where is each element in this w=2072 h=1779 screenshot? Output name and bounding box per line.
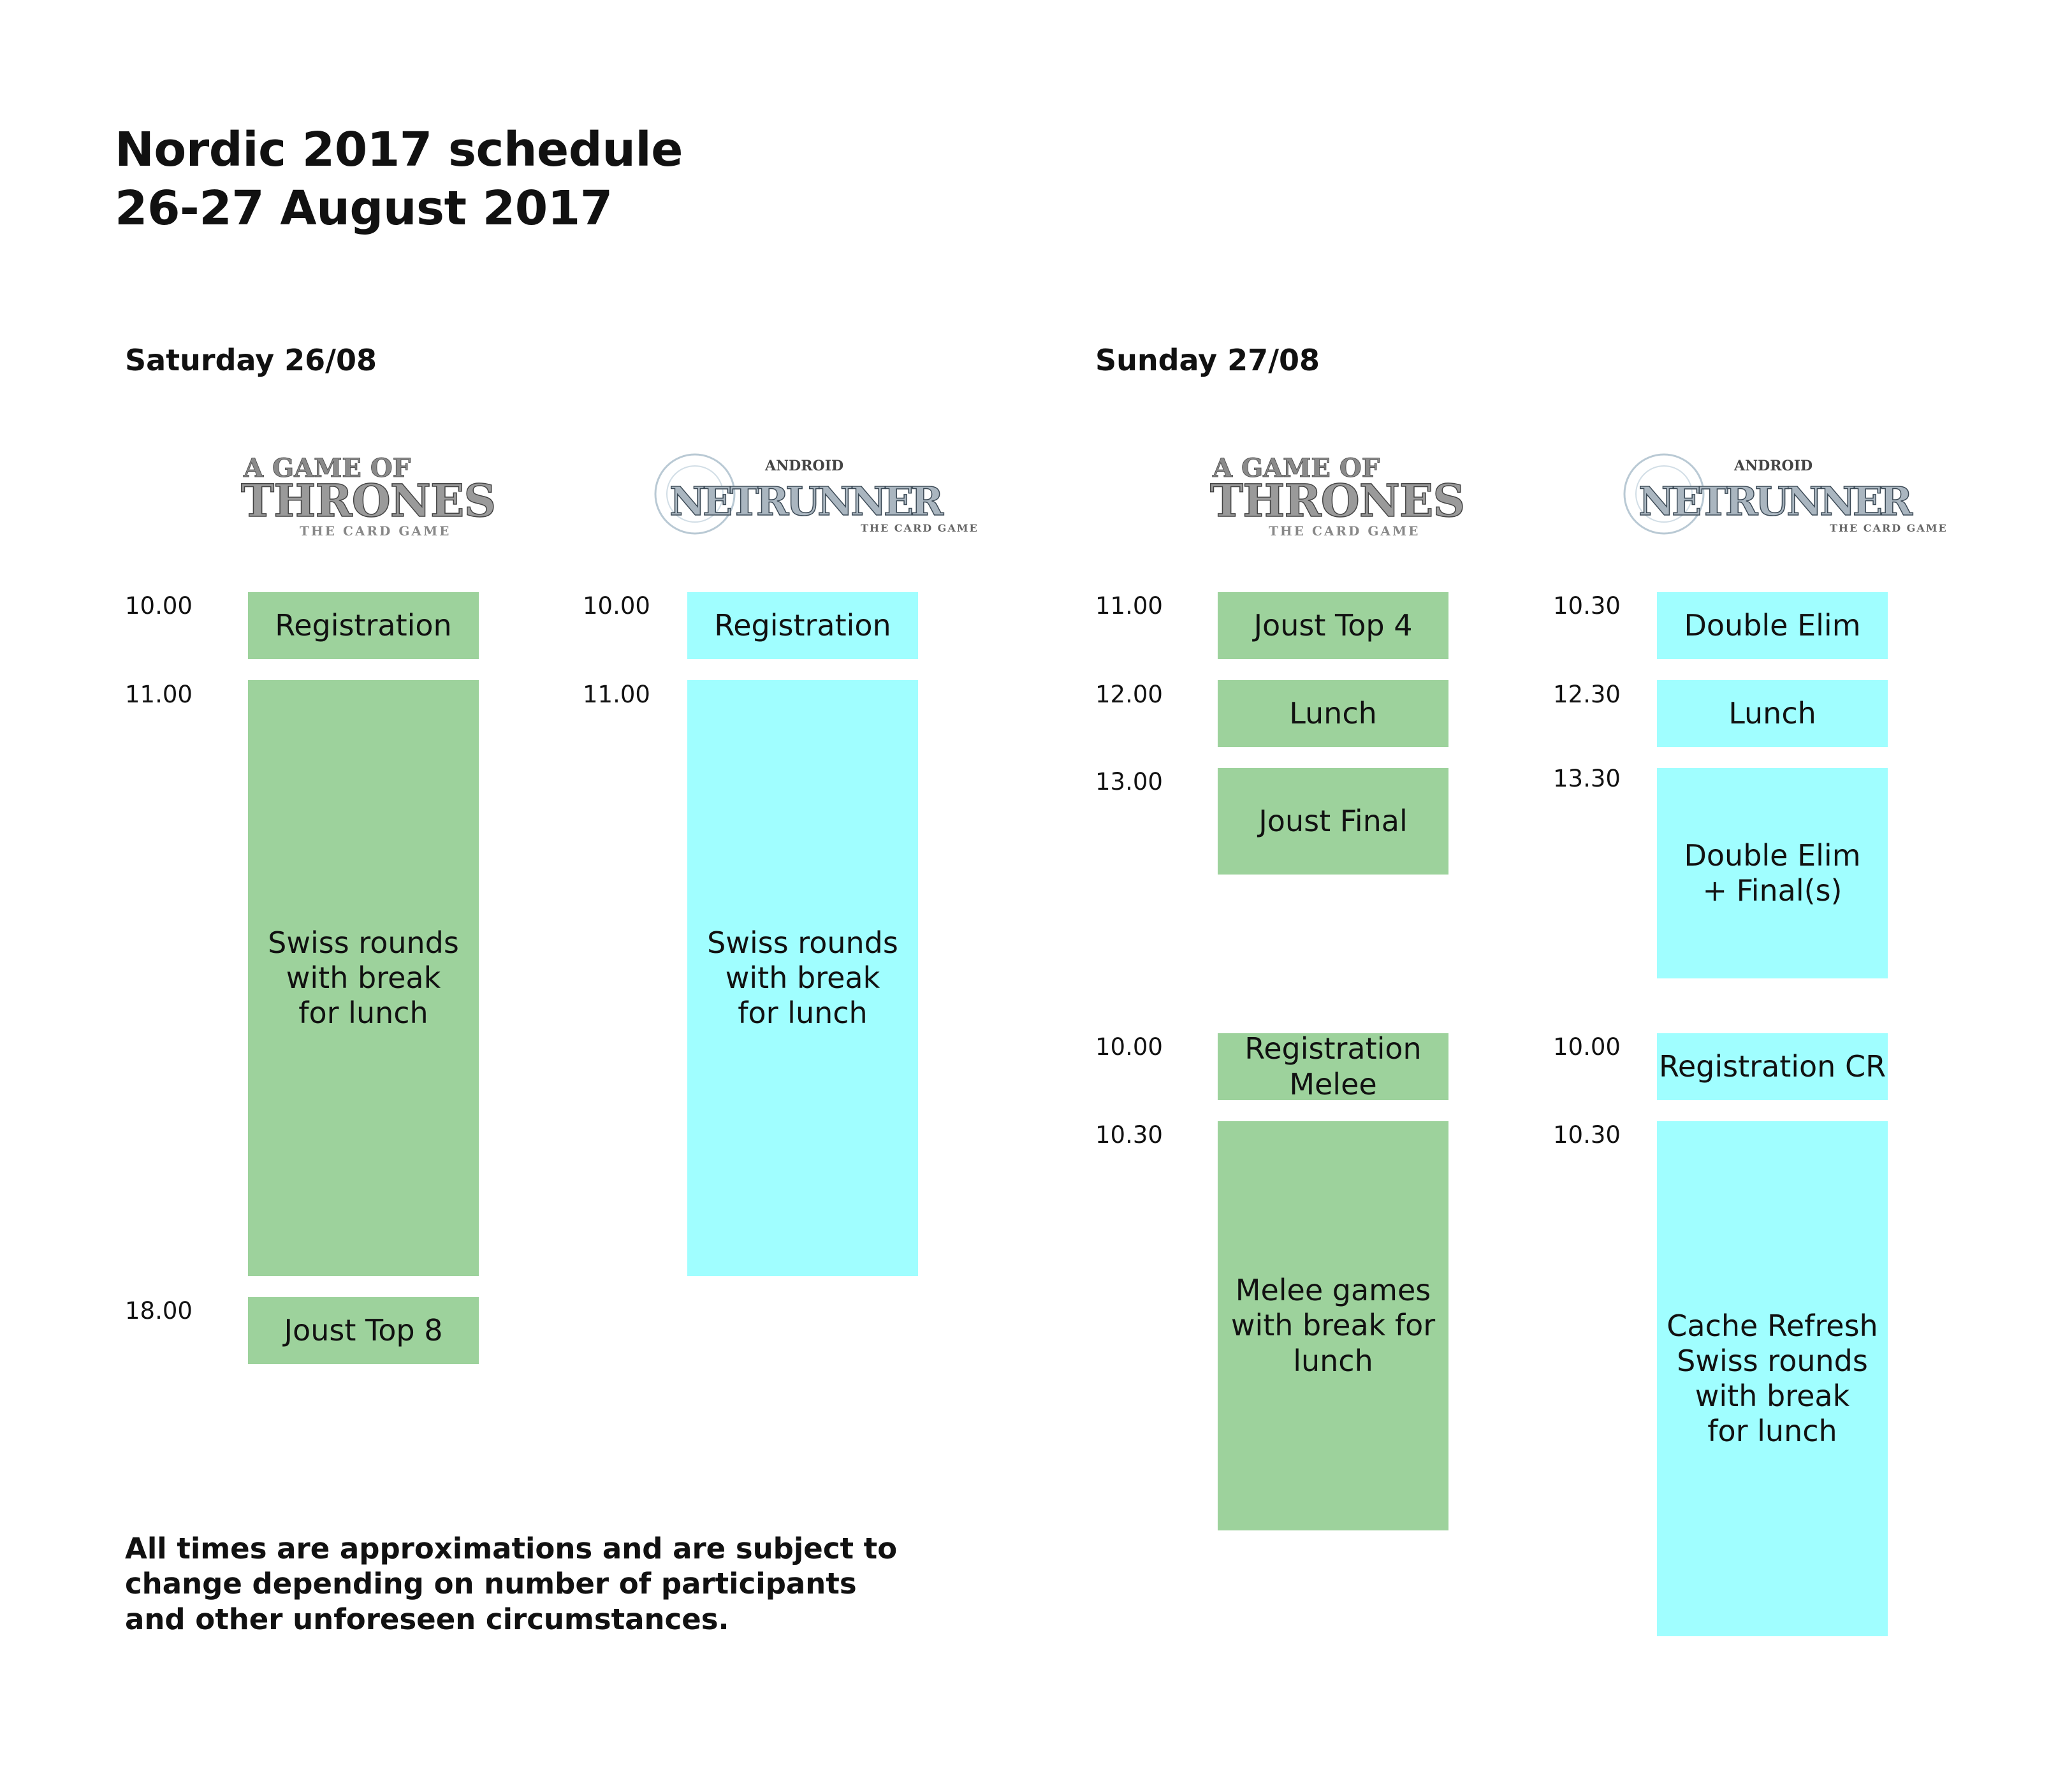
sat-got-registration-block: Registration: [248, 592, 479, 659]
nr-logo-line0: ANDROID: [1734, 458, 1813, 474]
sun-got-time-1: 11.00: [1095, 592, 1163, 620]
sun-nr-lunch-block: Lunch: [1657, 680, 1888, 747]
sat-got-time-1: 10.00: [125, 592, 193, 620]
nr-logo-line1: NETRUNNER: [1638, 478, 1913, 525]
sun-got-joust-final-block: Joust Final: [1218, 768, 1448, 875]
sun-nr-double-elim-final-block: Double Elim + Final(s): [1657, 768, 1888, 978]
nr-logo-line1: NETRUNNER: [669, 478, 944, 525]
sat-nr-time-1: 10.00: [583, 592, 650, 620]
got-logo-line2: THRONES: [1210, 474, 1465, 527]
sun-got-time-5: 10.30: [1095, 1121, 1163, 1149]
sat-nr-swiss-block: Swiss rounds with break for lunch: [687, 680, 918, 1276]
sun-nr-cache-refresh-block: Cache Refresh Swiss rounds with break for lunch: [1657, 1121, 1888, 1636]
sun-nr-time-1: 10.30: [1553, 592, 1621, 620]
sat-got-joust-top8-block: Joust Top 8: [248, 1297, 479, 1364]
sun-nr-double-elim-block: Double Elim: [1657, 592, 1888, 659]
netrunner-logo: [650, 446, 979, 542]
got-logo-line3: THE CARD GAME: [300, 523, 451, 539]
game-of-thrones-logo: [1205, 440, 1473, 542]
sun-got-joust-top4-block: Joust Top 4: [1218, 592, 1448, 659]
sun-got-time-3: 13.00: [1095, 768, 1163, 795]
sun-got-registration-melee-block: Registration Melee: [1218, 1033, 1448, 1100]
disclaimer-note: All times are approximations and are subject to change depending on number of participants and other unforeseen circumstances.: [125, 1532, 898, 1636]
sun-nr-time-3: 13.30: [1553, 765, 1621, 792]
day-header-sunday: Sunday 27/08: [1095, 343, 1320, 377]
schedule-title: Nordic 2017 schedule: [115, 122, 683, 177]
sat-got-swiss-block: Swiss rounds with break for lunch: [248, 680, 479, 1276]
sun-got-time-4: 10.00: [1095, 1033, 1163, 1061]
got-logo-line1: A GAME OF: [244, 453, 411, 483]
nr-logo-line2: THE CARD GAME: [861, 522, 979, 534]
got-logo-line1: A GAME OF: [1213, 453, 1380, 483]
game-of-thrones-logo: [236, 440, 504, 542]
sat-nr-time-2: 11.00: [583, 681, 650, 708]
sat-nr-registration-block: Registration: [687, 592, 918, 659]
sat-got-time-3: 18.00: [125, 1297, 193, 1325]
sun-got-time-2: 12.00: [1095, 681, 1163, 708]
sun-got-melee-games-block: Melee games with break for lunch: [1218, 1121, 1448, 1530]
day-header-saturday: Saturday 26/08: [125, 343, 377, 377]
sun-nr-time-2: 12.30: [1553, 681, 1621, 708]
schedule-dates: 26-27 August 2017: [115, 181, 613, 236]
got-logo-line2: THRONES: [241, 474, 496, 527]
sun-nr-registration-cr-block: Registration CR: [1657, 1033, 1888, 1100]
got-logo-line3: THE CARD GAME: [1269, 523, 1420, 539]
sun-nr-time-4: 10.00: [1553, 1033, 1621, 1061]
sun-got-lunch-block: Lunch: [1218, 680, 1448, 747]
sat-got-time-2: 11.00: [125, 681, 193, 708]
nr-logo-line2: THE CARD GAME: [1830, 522, 1948, 534]
nr-logo-line0: ANDROID: [765, 458, 844, 474]
sun-nr-time-5: 10.30: [1553, 1121, 1621, 1149]
netrunner-logo: [1619, 446, 1948, 542]
